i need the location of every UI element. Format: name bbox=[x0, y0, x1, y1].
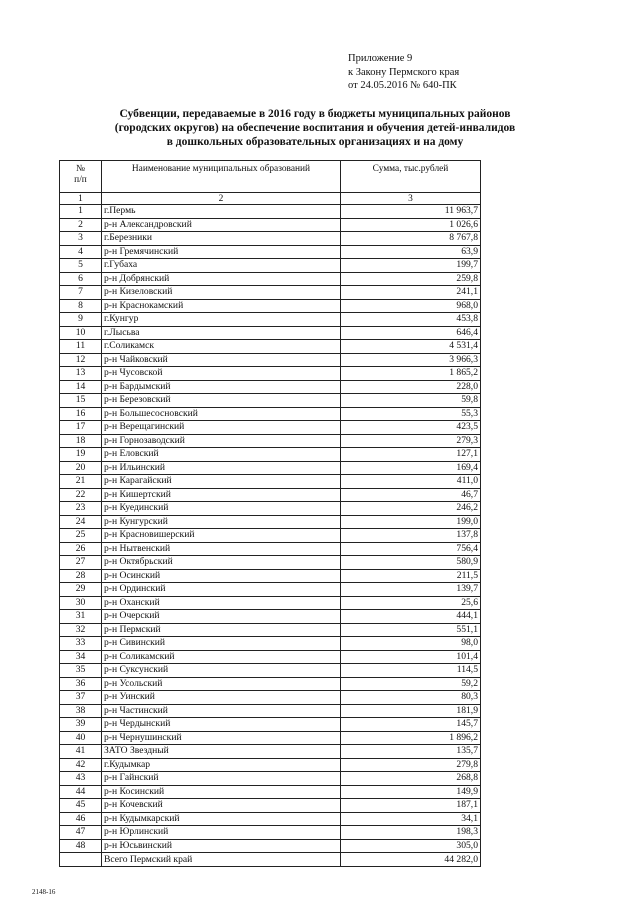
municipality-name: р-н Октябрьский bbox=[102, 556, 341, 570]
municipality-name: р-н Добрянский bbox=[102, 272, 341, 286]
subsidy-amount: 63,9 bbox=[341, 245, 481, 259]
row-number: 10 bbox=[60, 326, 102, 340]
subsidy-amount: 228,0 bbox=[341, 380, 481, 394]
subsidy-amount: 411,0 bbox=[341, 475, 481, 489]
row-number: 26 bbox=[60, 542, 102, 556]
row-number: 20 bbox=[60, 461, 102, 475]
title-line-1: Субвенции, передаваемые в 2016 году в бюджеты муниципальных районов bbox=[119, 108, 511, 120]
column-number-3: 3 bbox=[341, 193, 481, 205]
municipality-name: р-н Кизеловский bbox=[102, 286, 341, 300]
row-number: 45 bbox=[60, 799, 102, 813]
document-title bbox=[50, 107, 580, 149]
municipality-name: р-н Соликамский bbox=[102, 650, 341, 664]
table-row bbox=[60, 745, 481, 759]
table-row bbox=[60, 718, 481, 732]
row-number: 1 bbox=[60, 205, 102, 219]
table-row bbox=[60, 596, 481, 610]
title-line-3: в дошкольных образовательных организациях и на дому bbox=[166, 136, 464, 148]
table-row bbox=[60, 569, 481, 583]
row-number: 28 bbox=[60, 569, 102, 583]
row-number: 22 bbox=[60, 488, 102, 502]
row-number: 32 bbox=[60, 623, 102, 637]
row-number: 21 bbox=[60, 475, 102, 489]
subsidy-amount: 149,9 bbox=[341, 785, 481, 799]
table-row bbox=[60, 731, 481, 745]
subsidy-amount: 1 865,2 bbox=[341, 367, 481, 381]
row-number: 11 bbox=[60, 340, 102, 354]
table-row bbox=[60, 286, 481, 300]
municipality-name: г.Кудымкар bbox=[102, 758, 341, 772]
row-number: 36 bbox=[60, 677, 102, 691]
municipality-name: р-н Уинский bbox=[102, 691, 341, 705]
row-number: 9 bbox=[60, 313, 102, 327]
municipality-name: р-н Чернушинский bbox=[102, 731, 341, 745]
header-sum: Сумма, тыс.рублей bbox=[341, 161, 481, 193]
row-number: 40 bbox=[60, 731, 102, 745]
table-row bbox=[60, 326, 481, 340]
row-number: 46 bbox=[60, 812, 102, 826]
municipality-name: р-н Гайнский bbox=[102, 772, 341, 786]
row-number: 47 bbox=[60, 826, 102, 840]
table-header-row bbox=[60, 161, 481, 193]
municipality-name: г.Соликамск bbox=[102, 340, 341, 354]
table-row bbox=[60, 785, 481, 799]
row-number: 33 bbox=[60, 637, 102, 651]
municipality-name: р-н Кудымкарский bbox=[102, 812, 341, 826]
table-row bbox=[60, 677, 481, 691]
row-number: 17 bbox=[60, 421, 102, 435]
subsidy-amount: 279,8 bbox=[341, 758, 481, 772]
subsidy-amount: 80,3 bbox=[341, 691, 481, 705]
municipality-name: р-н Частинский bbox=[102, 704, 341, 718]
subsidy-amount: 181,9 bbox=[341, 704, 481, 718]
table-row bbox=[60, 610, 481, 624]
row-number: 38 bbox=[60, 704, 102, 718]
municipality-name: р-н Большесосновский bbox=[102, 407, 341, 421]
subsidy-amount: 444,1 bbox=[341, 610, 481, 624]
table-row bbox=[60, 340, 481, 354]
row-number: 37 bbox=[60, 691, 102, 705]
row-number: 29 bbox=[60, 583, 102, 597]
table-row bbox=[60, 799, 481, 813]
subsidy-amount: 211,5 bbox=[341, 569, 481, 583]
municipality-name: р-н Краснокамский bbox=[102, 299, 341, 313]
table-row bbox=[60, 812, 481, 826]
subsidy-amount: 59,8 bbox=[341, 394, 481, 408]
row-number: 16 bbox=[60, 407, 102, 421]
row-number: 14 bbox=[60, 380, 102, 394]
table-row bbox=[60, 650, 481, 664]
footer-code: 2148-16 bbox=[32, 888, 56, 896]
subsidy-amount: 3 966,3 bbox=[341, 353, 481, 367]
appendix-law: к Закону Пермского края bbox=[348, 66, 460, 78]
municipality-name: г.Кунгур bbox=[102, 313, 341, 327]
subsidy-amount: 198,3 bbox=[341, 826, 481, 840]
table-row bbox=[60, 623, 481, 637]
table-row bbox=[60, 421, 481, 435]
subsidy-amount: 98,0 bbox=[341, 637, 481, 651]
row-number: 41 bbox=[60, 745, 102, 759]
appendix-block bbox=[348, 52, 459, 93]
column-numbers-row bbox=[60, 193, 481, 205]
subsidy-amount: 55,3 bbox=[341, 407, 481, 421]
subsidy-amount: 139,7 bbox=[341, 583, 481, 597]
municipality-name: р-н Ординский bbox=[102, 583, 341, 597]
table-row bbox=[60, 407, 481, 421]
table-row bbox=[60, 353, 481, 367]
table-row bbox=[60, 259, 481, 273]
subsidy-amount: 11 963,7 bbox=[341, 205, 481, 219]
subsidy-amount: 268,8 bbox=[341, 772, 481, 786]
subsidy-amount: 259,8 bbox=[341, 272, 481, 286]
header-number-abbr: п/п bbox=[74, 175, 87, 185]
subsidy-amount: 246,2 bbox=[341, 502, 481, 516]
row-number: 27 bbox=[60, 556, 102, 570]
municipality-name: р-н Гремячинский bbox=[102, 245, 341, 259]
title-line-2: (городских округов) на обеспечение воспитания и обучения детей-инвалидов bbox=[114, 122, 516, 134]
table-row bbox=[60, 515, 481, 529]
subsidy-amount: 1 026,6 bbox=[341, 218, 481, 232]
table-row bbox=[60, 542, 481, 556]
table-row bbox=[60, 313, 481, 327]
row-number: 12 bbox=[60, 353, 102, 367]
total-number bbox=[60, 853, 102, 867]
table-row bbox=[60, 461, 481, 475]
subsidy-amount: 169,4 bbox=[341, 461, 481, 475]
row-number: 34 bbox=[60, 650, 102, 664]
municipality-name: р-н Чусовской bbox=[102, 367, 341, 381]
header-number bbox=[60, 161, 102, 193]
table-row bbox=[60, 448, 481, 462]
table-row bbox=[60, 380, 481, 394]
table-row bbox=[60, 758, 481, 772]
row-number: 42 bbox=[60, 758, 102, 772]
total-amount: 44 282,0 bbox=[341, 853, 481, 867]
subsidy-amount: 423,5 bbox=[341, 421, 481, 435]
municipality-name: г.Губаха bbox=[102, 259, 341, 273]
municipality-name: р-н Сивинский bbox=[102, 637, 341, 651]
subsidy-amount: 46,7 bbox=[341, 488, 481, 502]
municipality-name: р-н Куединский bbox=[102, 502, 341, 516]
municipality-name: р-н Осинский bbox=[102, 569, 341, 583]
municipality-name: р-н Ильинский bbox=[102, 461, 341, 475]
subsidy-amount: 968,0 bbox=[341, 299, 481, 313]
subsidy-amount: 453,8 bbox=[341, 313, 481, 327]
subsidy-amount: 580,9 bbox=[341, 556, 481, 570]
subsidies-table bbox=[59, 160, 481, 867]
row-number: 48 bbox=[60, 839, 102, 853]
municipality-name: г.Пермь bbox=[102, 205, 341, 219]
row-number: 2 bbox=[60, 218, 102, 232]
column-number-1: 1 bbox=[60, 193, 102, 205]
subsidy-amount: 756,4 bbox=[341, 542, 481, 556]
row-number: 39 bbox=[60, 718, 102, 732]
municipality-name: р-н Кишертский bbox=[102, 488, 341, 502]
table-row bbox=[60, 664, 481, 678]
municipality-name: р-н Бардымский bbox=[102, 380, 341, 394]
table-row bbox=[60, 272, 481, 286]
row-number: 35 bbox=[60, 664, 102, 678]
table-row bbox=[60, 434, 481, 448]
municipality-name: р-н Березовский bbox=[102, 394, 341, 408]
subsidy-amount: 25,6 bbox=[341, 596, 481, 610]
subsidy-amount: 145,7 bbox=[341, 718, 481, 732]
table-row bbox=[60, 232, 481, 246]
subsidy-amount: 59,2 bbox=[341, 677, 481, 691]
table-row bbox=[60, 556, 481, 570]
subsidy-amount: 551,1 bbox=[341, 623, 481, 637]
subsidy-amount: 135,7 bbox=[341, 745, 481, 759]
municipality-name: р-н Косинский bbox=[102, 785, 341, 799]
table-row bbox=[60, 299, 481, 313]
table-row bbox=[60, 218, 481, 232]
row-number: 7 bbox=[60, 286, 102, 300]
table-row bbox=[60, 839, 481, 853]
municipality-name: р-н Александровский bbox=[102, 218, 341, 232]
table-row bbox=[60, 583, 481, 597]
subsidy-amount: 199,0 bbox=[341, 515, 481, 529]
row-number: 44 bbox=[60, 785, 102, 799]
subsidy-amount: 4 531,4 bbox=[341, 340, 481, 354]
row-number: 4 bbox=[60, 245, 102, 259]
total-label: Всего Пермский край bbox=[102, 853, 341, 867]
municipality-name: р-н Суксунский bbox=[102, 664, 341, 678]
subsidy-amount: 114,5 bbox=[341, 664, 481, 678]
row-number: 6 bbox=[60, 272, 102, 286]
row-number: 43 bbox=[60, 772, 102, 786]
municipality-name: ЗАТО Звездный bbox=[102, 745, 341, 759]
header-name: Наименование муниципальных образований bbox=[102, 161, 341, 193]
subsidy-amount: 199,7 bbox=[341, 259, 481, 273]
row-number: 25 bbox=[60, 529, 102, 543]
appendix-title: Приложение 9 bbox=[348, 53, 413, 64]
row-number: 13 bbox=[60, 367, 102, 381]
municipality-name: г.Березники bbox=[102, 232, 341, 246]
table-row bbox=[60, 691, 481, 705]
row-number: 5 bbox=[60, 259, 102, 273]
subsidy-amount: 305,0 bbox=[341, 839, 481, 853]
row-number: 31 bbox=[60, 610, 102, 624]
municipality-name: р-н Горнозаводский bbox=[102, 434, 341, 448]
subsidy-amount: 187,1 bbox=[341, 799, 481, 813]
subsidy-amount: 34,1 bbox=[341, 812, 481, 826]
municipality-name: р-н Красновишерский bbox=[102, 529, 341, 543]
table-row bbox=[60, 205, 481, 219]
total-row bbox=[60, 853, 481, 867]
municipality-name: р-н Чердынский bbox=[102, 718, 341, 732]
row-number: 15 bbox=[60, 394, 102, 408]
table-row bbox=[60, 772, 481, 786]
row-number: 3 bbox=[60, 232, 102, 246]
municipality-name: р-н Верещагинский bbox=[102, 421, 341, 435]
row-number: 19 bbox=[60, 448, 102, 462]
subsidy-amount: 101,4 bbox=[341, 650, 481, 664]
row-number: 30 bbox=[60, 596, 102, 610]
subsidy-amount: 127,1 bbox=[341, 448, 481, 462]
table-row bbox=[60, 502, 481, 516]
row-number: 24 bbox=[60, 515, 102, 529]
municipality-name: р-н Усольский bbox=[102, 677, 341, 691]
municipality-name: р-н Юсьвинский bbox=[102, 839, 341, 853]
subsidy-amount: 646,4 bbox=[341, 326, 481, 340]
municipality-name: р-н Пермский bbox=[102, 623, 341, 637]
subsidy-amount: 241,1 bbox=[341, 286, 481, 300]
appendix-date: от 24.05.2016 № 640-ПК bbox=[348, 80, 457, 91]
table-row bbox=[60, 826, 481, 840]
row-number: 18 bbox=[60, 434, 102, 448]
subsidy-amount: 8 767,8 bbox=[341, 232, 481, 246]
table-row bbox=[60, 704, 481, 718]
subsidy-amount: 1 896,2 bbox=[341, 731, 481, 745]
column-number-2: 2 bbox=[102, 193, 341, 205]
table-row bbox=[60, 637, 481, 651]
table-row bbox=[60, 488, 481, 502]
table-row bbox=[60, 245, 481, 259]
municipality-name: р-н Чайковский bbox=[102, 353, 341, 367]
row-number: 23 bbox=[60, 502, 102, 516]
table-row bbox=[60, 529, 481, 543]
municipality-name: г.Лысьва bbox=[102, 326, 341, 340]
table-row bbox=[60, 475, 481, 489]
row-number: 8 bbox=[60, 299, 102, 313]
municipality-name: р-н Кочевский bbox=[102, 799, 341, 813]
municipality-name: р-н Карагайский bbox=[102, 475, 341, 489]
header-number-sign: № bbox=[76, 164, 85, 174]
table-row bbox=[60, 367, 481, 381]
municipality-name: р-н Нытвенский bbox=[102, 542, 341, 556]
subsidy-amount: 137,8 bbox=[341, 529, 481, 543]
municipality-name: р-н Оханский bbox=[102, 596, 341, 610]
table-row bbox=[60, 394, 481, 408]
subsidy-amount: 279,3 bbox=[341, 434, 481, 448]
municipality-name: р-н Еловский bbox=[102, 448, 341, 462]
municipality-name: р-н Очерский bbox=[102, 610, 341, 624]
municipality-name: р-н Кунгурский bbox=[102, 515, 341, 529]
municipality-name: р-н Юрлинский bbox=[102, 826, 341, 840]
